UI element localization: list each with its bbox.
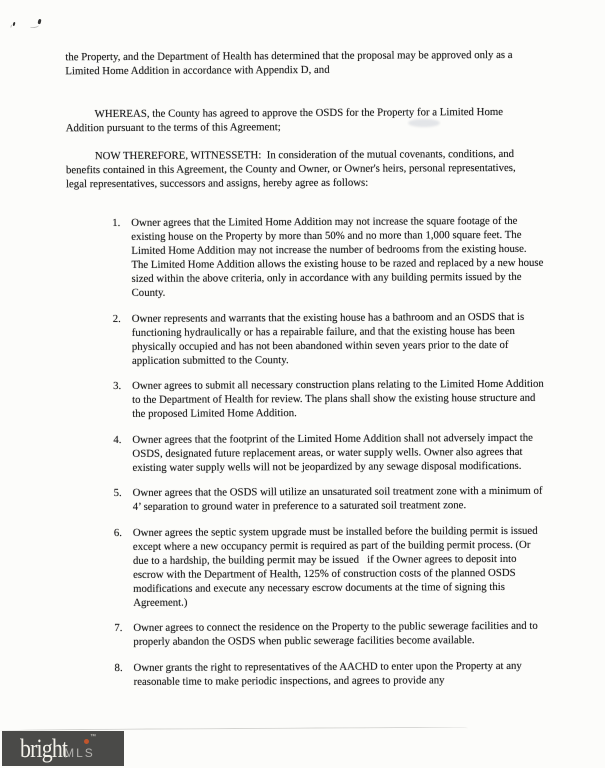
document-text: [65, 48, 548, 701]
list-item-number: 8.: [114, 661, 123, 674]
paragraph-continuation: the Property, and the Department of Health has determined that the proposal may be approved only as a Limited Home Addition in accordance with Appendix D, and: [65, 48, 516, 78]
list-item: [68, 484, 547, 515]
list-item-text: Owner agrees the septic system upgrade must be installed before the building permit is issued except where a new occupancy permit is required as part of the building permit process. (Or due to a hardship, the building permit may be issued if the Owner agrees to deposit into escrow with the Department of Health, 125% of construction costs of the planned OSDS modifications and execute any necessary escrow documents at the time of signing this Agreement.): [132, 524, 541, 609]
list-item-number: 7.: [114, 621, 123, 635]
list-item: [68, 658, 547, 689]
numbered-list: [66, 214, 548, 689]
mls-label: MLS: [64, 746, 95, 760]
list-item: [68, 523, 547, 610]
bright-mls-logo: bright: [20, 734, 68, 763]
list-item-text: Owner agrees that the footprint of the Limited Home Addition shall not adversely impact the OSDS, designated future replacement areas, or water supply wells. Owner also agrees that existing water supply wells will not be jeopardized by any sewage disposal modifications.: [132, 431, 536, 474]
list-item: [68, 619, 547, 650]
list-item: [67, 309, 546, 368]
list-item-number: 2.: [112, 312, 121, 325]
paragraph-whereas: WHEREAS, the County has agreed to approve the OSDS for the Property for a Limited Home Addition pursuant to the terms of this Agreement;: [65, 105, 506, 135]
list-item-number: 1.: [112, 216, 121, 230]
list-item-number: 6.: [113, 526, 122, 539]
logo-dot-icon: [84, 739, 89, 744]
list-item-number: 3.: [113, 379, 122, 393]
list-item-text: Owner agrees to submit all necessary construction plans relating to the Limited Home Addition to the Department of Health for review. The plans shall show the existing house structure and the proposed Limited Home Addition.: [132, 377, 547, 420]
list-item: [67, 430, 546, 475]
list-item-text: Owner agrees to connect the residence on the Property to the public sewerage facilities and to properly abandon the OSDS when public sewerage facilities become available.: [133, 619, 541, 648]
list-item-text: Owner grants the right to representatives of the AACHD to enter upon the Property at any reasonable time to make periodic inspections, and agrees to provide any: [133, 659, 525, 688]
paragraph-now-therefore: NOW THEREFORE, WITNESSETH: In consideration of the mutual covenants, conditions, and benefits contained in this Agreement, the County and Owner, or Owner's heirs, personal representatives, legal representatives, successors and assigns, hereby agree as follows:: [65, 147, 519, 191]
list-item-text: Owner agrees that the OSDS will utilize an unsaturated soil treatment zone with a minimum of 4’ separation to ground water in preference to a saturated soil treatment zone.: [132, 484, 546, 513]
list-item-number: 4.: [113, 433, 122, 446]
list-item-text: Owner represents and warrants that the existing house has a bathroom and an OSDS that is functioning hydraulically or has a repairable failure, and that the existing house has been physically occupied and has not been abandoned within seven years prior to the date of application submitted to the County.: [131, 310, 527, 367]
list-item-text: Owner agrees that the Limited Home Addition may not increase the square footage of the existing house on the Property by more than 50% and no more than 1,000 square feet. The Limited Home Addition may not increase the number of bedrooms from the existing house. The Limited Home Addition allows the existing house to be razed and replaced by a new house sized within the above criteria, only in accordance with any building permits issued by the County.: [131, 214, 547, 299]
ink-mark-icon: [12, 22, 15, 26]
list-item: [67, 377, 546, 422]
list-item: [66, 214, 545, 301]
trademark-symbol: ™: [90, 734, 96, 740]
ink-mark-icon: [30, 24, 39, 29]
bright-mls-watermark: [2, 731, 124, 766]
list-item-number: 5.: [113, 486, 122, 500]
